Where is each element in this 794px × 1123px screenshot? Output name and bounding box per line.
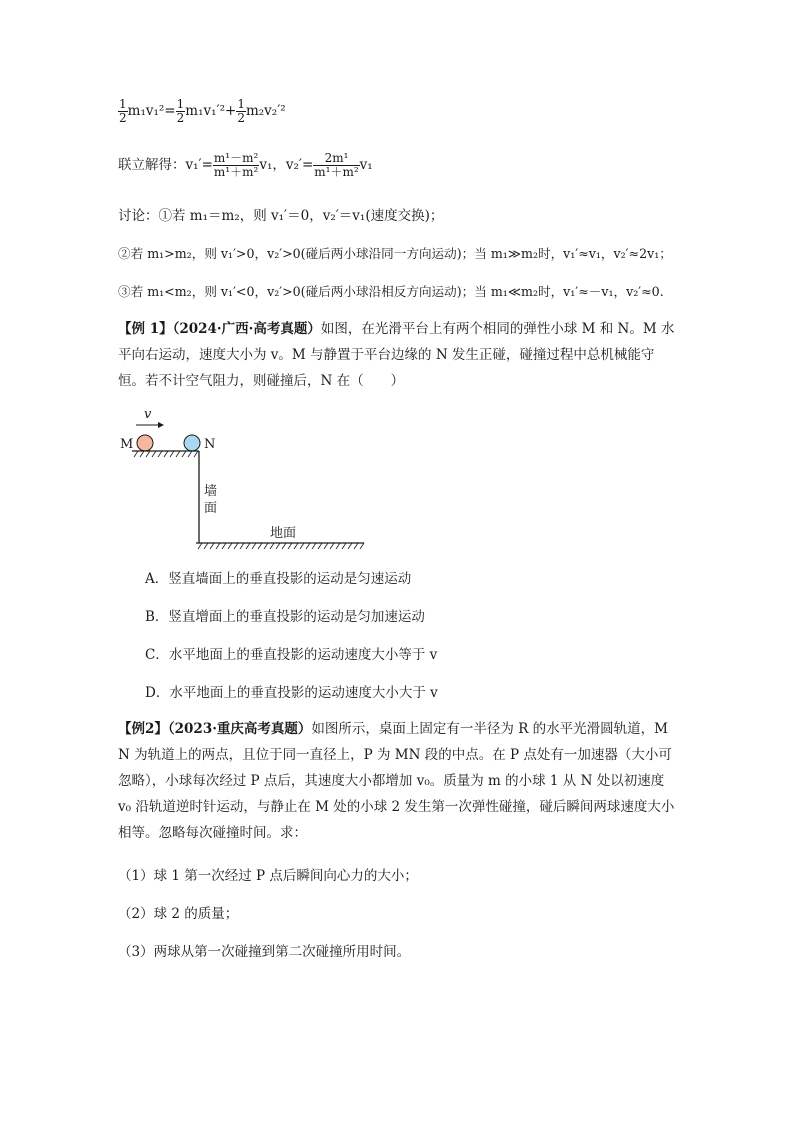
collision-diagram xyxy=(118,402,378,556)
example-2-stem xyxy=(118,716,678,846)
option-a: A．竖直墙面上的垂直投影的运动是匀速运动 xyxy=(145,571,412,587)
solve-prefix: 联立解得：v₁′= xyxy=(118,157,213,173)
wall-label-1: 墙 xyxy=(204,484,218,499)
wall-label-2: 面 xyxy=(204,501,218,516)
question-1: （1）球 1 第一次经过 P 点后瞬间向心力的大小； xyxy=(118,868,418,884)
option-b: B．竖直增面上的垂直投影的运动是匀加速运动 xyxy=(145,609,425,625)
fraction-half: $\frac{1}{2}$ xyxy=(119,97,127,125)
solve-tail: v₁ xyxy=(359,157,373,173)
example-1-stem xyxy=(118,316,678,394)
option-c: C．水平地面上的垂直投影的运动速度大小等于 v xyxy=(145,647,438,663)
example-2-text: 如图所示，桌面上固定有一半径为 R 的水平光滑圆轨道，M N 为轨道上的两点，且位于同一直径上，P 为 MN 段的中点。在 P 点处有一加速器（大小可忽略），小球每次经过 P 点后，其速度大小都增加 v₀。质量为 m 的小球 1 从 N 处以初速度 v₀ 沿轨道逆时针运动，与静止在 M 处的小球 2 发生第一次弹性碰撞，碰后瞬间两球速度大小相等。忽略每次碰撞时间。求： xyxy=(118,721,675,841)
discussion-line-1: 讨论：①若 m₁＝m₂，则 v₁′＝0，v₂′＝v₁(速度交换)； xyxy=(118,208,444,224)
example-1-tag: 【例 1】（2024·广西·高考真题） xyxy=(118,321,321,337)
collision-diagram-svg xyxy=(118,402,378,552)
ground xyxy=(196,543,364,549)
question-2: （2）球 2 的质量； xyxy=(118,906,239,922)
discussion-line-3: ③若 m₁<m₂，则 v₁′<0，v₂′>0(碰后两小球沿相反方向运动)；当 m₁≪m₂时，v₁′≈－v₁，v₂′≈0. xyxy=(118,284,664,299)
energy-formula xyxy=(118,98,286,125)
example-2-tag: 【例2】（2023·重庆高考真题） xyxy=(118,721,312,737)
v2-fraction: $\frac{\text{2m¹}}{\text{m¹＋m²}}$ xyxy=(314,151,359,179)
solve-formula xyxy=(118,152,373,179)
discussion-line-2: ②若 m₁>m₂，则 v₁′>0，v₂′>0(碰后两小球沿同一方向运动)；当 m₁≫m₂时，v₁′≈v₁，v₂′≈2v₁； xyxy=(118,246,672,261)
velocity-arrow-head xyxy=(158,422,164,428)
velocity-label: v xyxy=(144,407,152,422)
ball-m-label: M xyxy=(120,437,134,452)
solve-mid: v₁，v₂′= xyxy=(259,157,314,173)
option-d: D．水平地面上的垂直投影的运动速度大小大于 v xyxy=(145,685,438,701)
energy-term-1: m₁v₁²= xyxy=(127,103,176,119)
fraction-half: $\frac{1}{2}$ xyxy=(176,97,185,125)
ball-m xyxy=(137,435,153,451)
energy-term-2: m₁v₁′²+ xyxy=(185,103,237,119)
platform xyxy=(132,451,199,457)
fraction-half: $\frac{1}{2}$ xyxy=(237,97,245,125)
ground-label: 地面 xyxy=(270,526,297,541)
energy-term-3: m₂v₂′² xyxy=(245,103,286,119)
ball-n xyxy=(184,435,200,451)
ball-n-label: N xyxy=(204,437,216,452)
v1-fraction: $\frac{\text{m¹－m²}}{\text{m¹＋m²}}$ xyxy=(213,151,259,179)
example-1-text: 如图，在光滑平台上有两个相同的弹性小球 M 和 N。M 水平向右运动，速度大小为 v。M 与静置于平台边缘的 N 发生正碰，碰撞过程中总机械能守恒。若不计空气阻力，则碰撞后，N 在（ ） xyxy=(118,321,675,389)
question-3: （3）两球从第一次碰撞到第二次碰撞所用时间。 xyxy=(118,944,411,960)
